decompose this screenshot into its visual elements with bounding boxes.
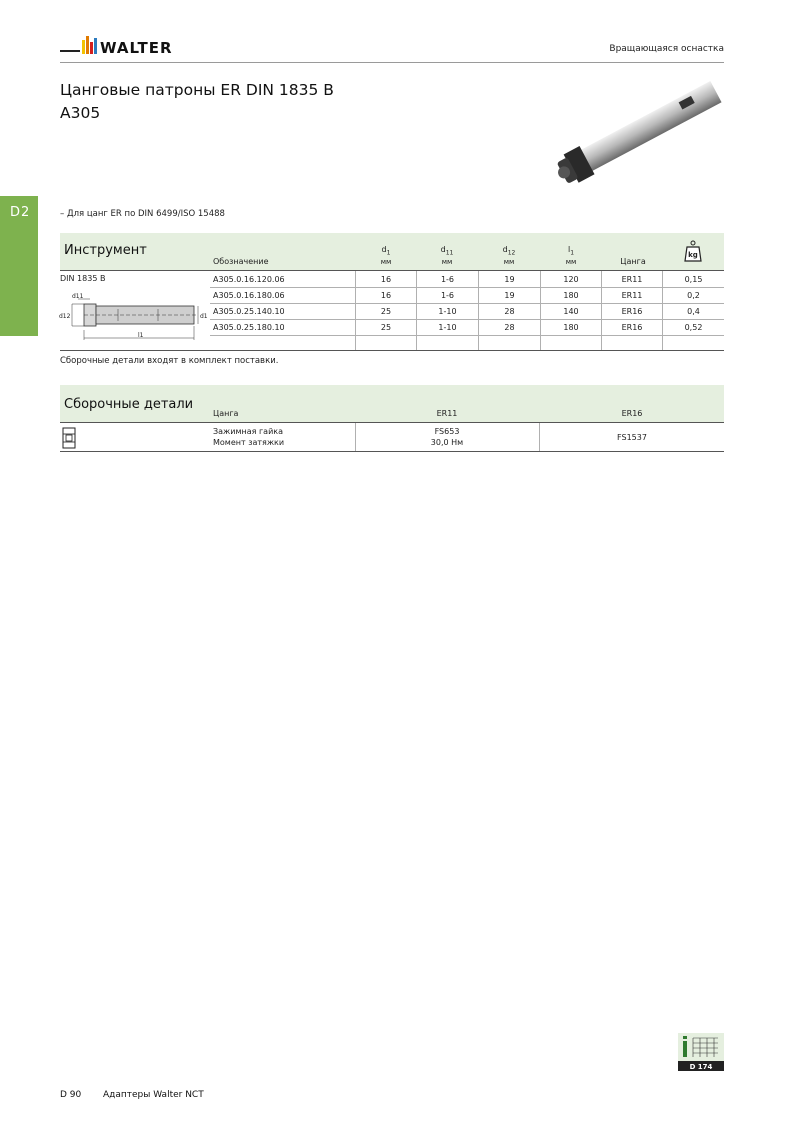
walter-logo — [60, 36, 200, 58]
table-cell: ER11 — [621, 291, 643, 300]
col-unit-l1: мм — [565, 258, 577, 266]
brand-text: WALTER — [100, 39, 173, 57]
row-divider — [210, 335, 724, 336]
table-cell: 180 — [563, 291, 579, 300]
section-title: Вращающаяся оснастка — [609, 44, 724, 54]
table-cell: 0,4 — [687, 307, 700, 316]
col-header-collet: Цанга — [620, 257, 646, 266]
table-cell: 180 — [563, 323, 579, 332]
dim-d1: d1 — [200, 313, 208, 320]
table-cell: A305.0.16.180.06 — [213, 291, 285, 300]
info-ref-label: D 174 — [689, 1063, 713, 1071]
table-cell: 1-6 — [440, 291, 455, 300]
table-cell: 16 — [380, 291, 392, 300]
asm-col-er11: ER11 — [436, 409, 458, 418]
table-cell: 120 — [563, 275, 579, 284]
asm-er11-torque: 30,0 Нм — [430, 438, 464, 447]
standard-label: DIN 1835 B — [60, 274, 106, 283]
assembly-table-title: Сборочные детали — [64, 397, 194, 412]
col-header-l1: $l_1$ — [567, 245, 575, 257]
dim-d11: d11 — [72, 293, 84, 300]
table-cell: 16 — [380, 275, 392, 284]
asm-row-label-torque: Момент затяжки — [213, 438, 285, 447]
table-cell: 1-10 — [438, 323, 457, 332]
asm-col-collet: Цанга — [213, 409, 239, 418]
technical-drawing — [58, 290, 210, 346]
table-cell: 140 — [563, 307, 579, 316]
table-cell: ER11 — [621, 275, 643, 284]
header-divider — [60, 62, 724, 63]
asm-er11-nut: FS653 — [434, 427, 460, 436]
table-cell: 25 — [380, 323, 392, 332]
page-title: Цанговые патроны ER DIN 1835 B — [60, 81, 334, 99]
asm-col-er16: ER16 — [621, 409, 643, 418]
table-cell: 25 — [380, 307, 392, 316]
col-unit-d11: мм — [441, 258, 453, 266]
row-divider — [210, 287, 724, 288]
table-cell: 28 — [504, 323, 515, 332]
table-cell: 1-6 — [440, 275, 455, 284]
note-bottom: Сборочные детали входят в комплект поставки. — [60, 356, 279, 366]
info-reference-box[interactable] — [678, 1033, 724, 1071]
table-cell: 28 — [504, 307, 515, 316]
asm-er16-nut: FS1537 — [617, 433, 647, 442]
col-unit-d1: мм — [380, 258, 392, 266]
note-top: – Для цанг ER по DIN 6499/ISO 15488 — [60, 209, 225, 219]
row-divider — [210, 319, 724, 320]
table-cell: 0,15 — [684, 275, 703, 284]
table-cell: 19 — [504, 291, 515, 300]
tool-table-bottom-rule — [60, 350, 724, 351]
product-photo — [548, 78, 724, 188]
weight-icon — [684, 240, 702, 262]
page-number: D 90 — [60, 1090, 82, 1100]
chapter-tab-label: D2 — [10, 205, 31, 220]
svg-text:kg: kg — [688, 251, 698, 259]
footer-title: Адаптеры Walter NCT — [103, 1090, 204, 1100]
table-cell: 1-10 — [438, 307, 457, 316]
assembly-table-top-rule — [60, 422, 724, 423]
col-header-d11: $d_{11}$ — [440, 245, 454, 257]
col-header-d12: $d_{12}$ — [502, 245, 516, 257]
table-cell: A305.0.25.180.10 — [213, 323, 285, 332]
tool-table-top-rule — [60, 270, 724, 271]
col-unit-d12: мм — [503, 258, 515, 266]
table-cell: ER16 — [621, 307, 643, 316]
table-cell: 19 — [504, 275, 515, 284]
table-cell: 0,52 — [684, 323, 703, 332]
dim-l1: l1 — [138, 332, 144, 339]
table-cell: ER16 — [621, 323, 643, 332]
col-header-d1: $d_1$ — [381, 245, 391, 257]
clamping-nut-icon — [62, 427, 76, 449]
col-header-designation: Обозначение — [213, 257, 269, 266]
asm-row-label-nut: Зажимная гайка — [213, 427, 283, 436]
table-cell: A305.0.25.140.10 — [213, 307, 285, 316]
table-cell: 0,2 — [687, 291, 700, 300]
page-subtitle: A305 — [60, 104, 101, 122]
tool-table-title: Инструмент — [64, 243, 147, 258]
dim-d12: d12 — [59, 313, 71, 320]
row-divider — [210, 303, 724, 304]
assembly-table-bottom-rule — [60, 451, 724, 452]
table-cell: A305.0.16.120.06 — [213, 275, 285, 284]
